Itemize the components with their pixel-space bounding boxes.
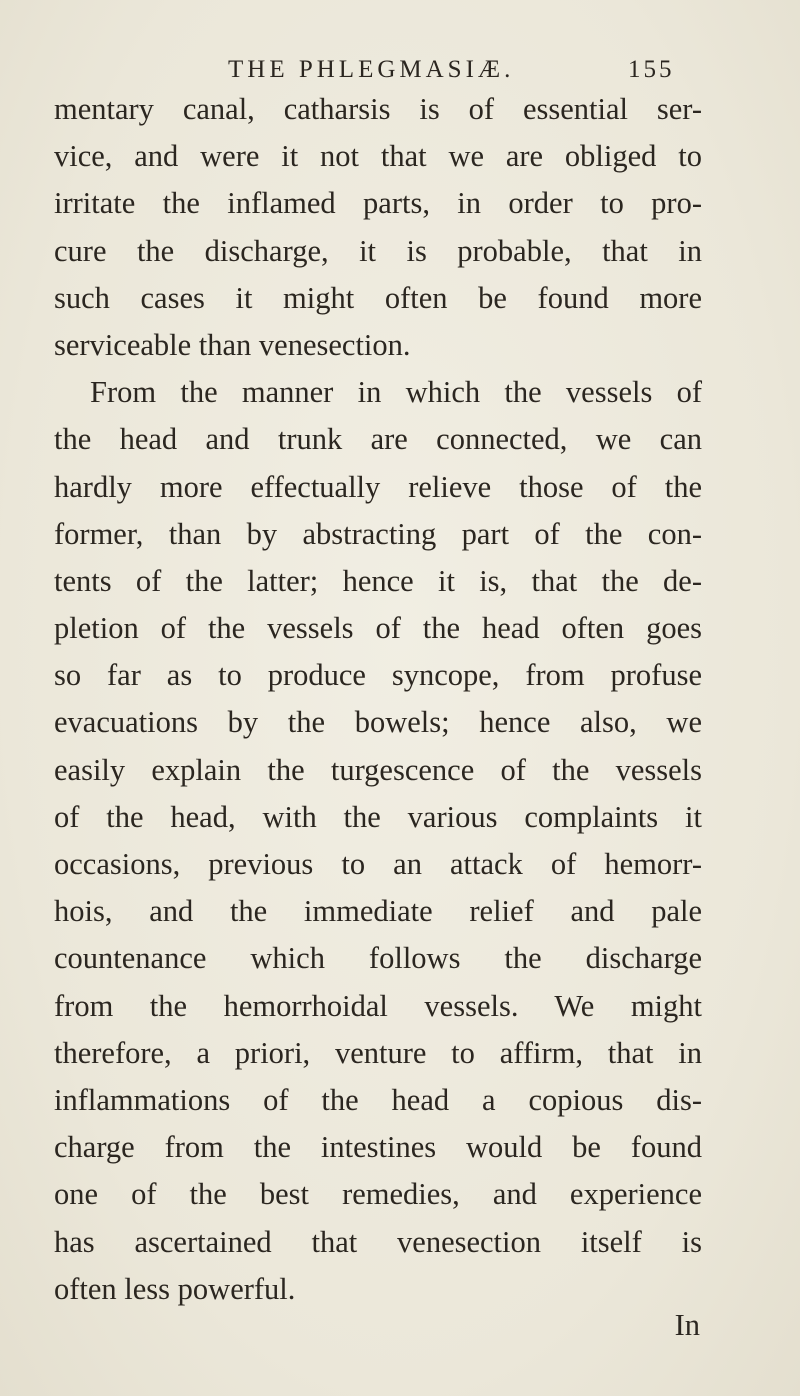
- paragraph-start-line: From the manner in which the vessels of: [90, 375, 702, 410]
- text-line: serviceable than venesection.: [54, 327, 411, 362]
- text-line: mentary canal, catharsis is of essential ser-: [54, 92, 702, 126]
- text-line: has ascertained that venesection itself is: [54, 1224, 702, 1259]
- text-line: so far as to produce syncope, from profuse: [54, 658, 702, 693]
- text-line: hois, and the immediate relief and pale: [54, 894, 702, 929]
- text-line: countenance which follows the discharge: [54, 941, 702, 976]
- text-line: easily explain the turgescence of the vessels: [54, 752, 702, 787]
- text-line: often less powerful.: [54, 1271, 296, 1306]
- text-line: pletion of the vessels of the head often goes: [54, 611, 702, 646]
- text-line: inflammations of the head a copious dis-: [54, 1082, 702, 1117]
- text-line: one of the best remedies, and experience: [54, 1177, 702, 1212]
- text-line: vice, and were it not that we are obliged to: [54, 139, 702, 174]
- page-number: 155: [628, 56, 675, 83]
- text-line: tents of the latter; hence it is, that the de-: [54, 563, 702, 598]
- text-line: irritate the inflamed parts, in order to pro-: [54, 186, 702, 221]
- text-line: cure the discharge, it is probable, that in: [54, 233, 702, 268]
- text-line: the head and trunk are connected, we can: [54, 422, 702, 457]
- catchword: In: [674, 1308, 700, 1342]
- running-head: [0, 50, 800, 90]
- body-text: [54, 86, 702, 1313]
- text-line: charge from the intestines would be found: [54, 1130, 702, 1165]
- text-line: evacuations by the bowels; hence also, we: [54, 705, 702, 740]
- text-line: occasions, previous to an attack of hemorr-: [54, 847, 702, 881]
- text-line: therefore, a priori, venture to affirm, that in: [54, 1035, 702, 1070]
- running-title: THE PHLEGMASIÆ.: [228, 56, 515, 83]
- text-line: former, than by abstracting part of the con-: [54, 516, 702, 551]
- text-line: of the head, with the various complaints it: [54, 799, 702, 834]
- text-line: such cases it might often be found more: [54, 280, 702, 315]
- text-line: hardly more effectually relieve those of the: [54, 469, 702, 504]
- text-line: from the hemorrhoidal vessels. We might: [54, 988, 702, 1023]
